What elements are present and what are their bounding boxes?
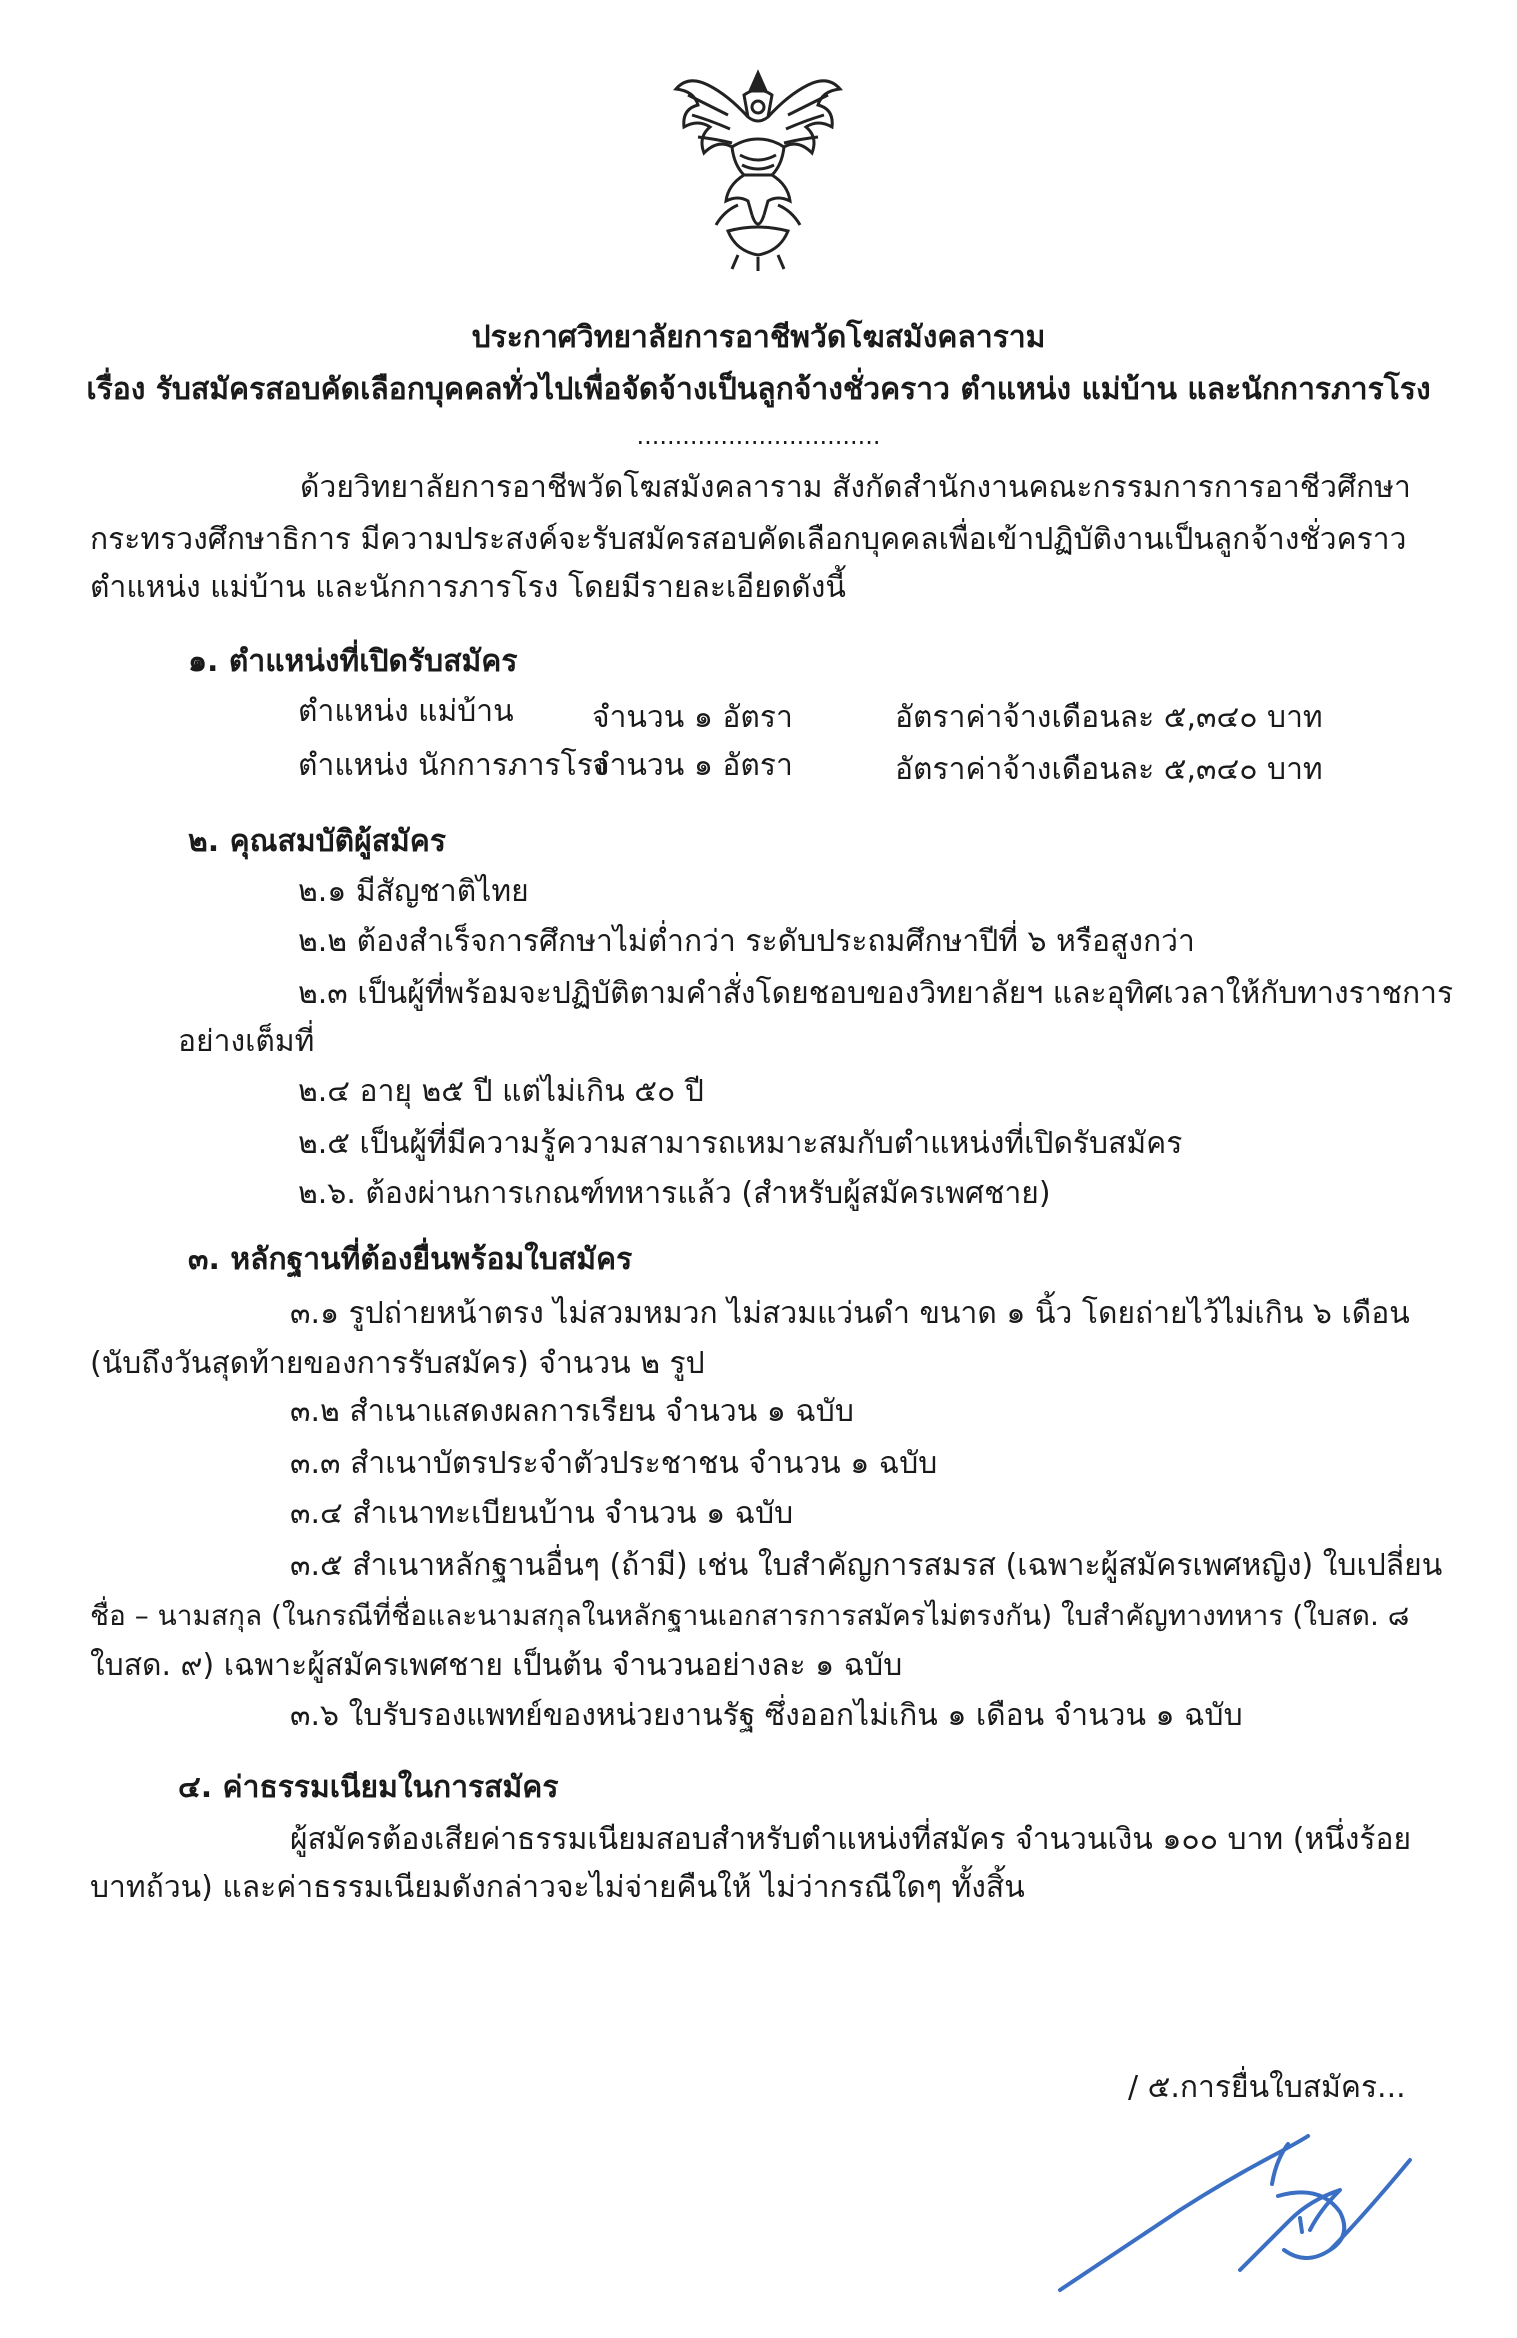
fee-line-1: ผู้สมัครต้องเสียค่าธรรมเนียมสอบสำหรับตำแหน่งที่สมัคร จำนวนเงิน ๑๐๐ บาท (หนึ่งร้อย bbox=[290, 1822, 1412, 1857]
qualification-item: ๒.๕ เป็นผู้ที่มีความรู้ความสามารถเหมาะสมกับตำแหน่งที่เปิดรับสมัคร bbox=[298, 1126, 1183, 1161]
section1-heading: ๑. ตำแหน่งที่เปิดรับสมัคร bbox=[188, 644, 518, 679]
document-item-continued: ชื่อ – นามสกุล (ในกรณีที่ชื่อและนามสกุลในหลักฐานเอกสารการสมัครไม่ตรงกัน) ใบสำคัญทางทหาร (ใบสด. ๘ bbox=[90, 1599, 1410, 1632]
document-item-continued: (นับถึงวันสุดท้ายของการรับสมัคร) จำนวน ๒ รูป bbox=[90, 1346, 705, 1381]
document-item: ๓.๓ สำเนาบัตรประจำตัวประชาชน จำนวน ๑ ฉบับ bbox=[290, 1446, 938, 1481]
position-count: จำนวน ๑ อัตรา bbox=[592, 748, 793, 783]
qualification-item: ๒.๒ ต้องสำเร็จการศึกษาไม่ต่ำกว่า ระดับประถมศึกษาปีที่ ๖ หรือสูงกว่า bbox=[298, 924, 1195, 959]
header-divider: ................................ bbox=[636, 422, 881, 450]
section3-heading: ๓. หลักฐานที่ต้องยื่นพร้อมใบสมัคร bbox=[188, 1242, 633, 1277]
position-count: จำนวน ๑ อัตรา bbox=[592, 700, 793, 735]
document-item: ๓.๒ สำเนาแสดงผลการเรียน จำนวน ๑ ฉบับ bbox=[290, 1394, 854, 1429]
qualification-item: ๒.๑ มีสัญชาติไทย bbox=[298, 874, 529, 909]
intro-line-3: ตำแหน่ง แม่บ้าน และนักการภารโรง โดยมีรายละเอียดดังนี้ bbox=[90, 570, 846, 605]
qualification-item: ๒.๖. ต้องผ่านการเกณฑ์ทหารแล้ว (สำหรับผู้สมัครเพศชาย) bbox=[298, 1176, 1051, 1211]
position-wage: อัตราค่าจ้างเดือนละ ๕,๓๔๐ บาท bbox=[895, 700, 1323, 735]
section4-heading: ๔. ค่าธรรมเนียมในการสมัคร bbox=[178, 1770, 559, 1805]
qualification-item: ๒.๓ เป็นผู้ที่พร้อมจะปฏิบัติตามคำสั่งโดยชอบของวิทยาลัยฯ และอุทิศเวลาให้กับทางราชการ bbox=[298, 976, 1454, 1011]
position-wage: อัตราค่าจ้างเดือนละ ๕,๓๔๐ บาท bbox=[895, 752, 1323, 787]
document-item: ๓.๕ สำเนาหลักฐานอื่นๆ (ถ้ามี) เช่น ใบสำคัญการสมรส (เฉพาะผู้สมัครเพศหญิง) ใบเปลี่ยน bbox=[290, 1548, 1443, 1583]
document-item: ๓.๑ รูปถ่ายหน้าตรง ไม่สวมหมวก ไม่สวมแว่นดำ ขนาด ๑ นิ้ว โดยถ่ายไว้ไม่เกิน ๖ เดือน bbox=[290, 1296, 1410, 1331]
garuda-emblem-icon bbox=[668, 55, 848, 275]
document-item: ๓.๔ สำเนาทะเบียนบ้าน จำนวน ๑ ฉบับ bbox=[290, 1496, 794, 1531]
announcement-title: ประกาศวิทยาลัยการอาชีพวัดโฆสมังคลาราม bbox=[471, 320, 1046, 355]
signature-icon bbox=[1040, 2100, 1420, 2300]
fee-line-2: บาทถ้วน) และค่าธรรมเนียมดังกล่าวจะไม่จ่ายคืนให้ ไม่ว่ากรณีใดๆ ทั้งสิ้น bbox=[90, 1870, 1025, 1905]
document-item-continued: ใบสด. ๙) เฉพาะผู้สมัครเพศชาย เป็นต้น จำนวนอย่างละ ๑ ฉบับ bbox=[90, 1648, 903, 1683]
announcement-subject: เรื่อง รับสมัครสอบคัดเลือกบุคคลทั่วไปเพื่อจัดจ้างเป็นลูกจ้างชั่วคราว ตำแหน่ง แม่บ้าน และนักการภารโรง bbox=[86, 372, 1431, 407]
qualification-item-continued: อย่างเต็มที่ bbox=[178, 1024, 315, 1059]
section2-heading: ๒. คุณสมบัติผู้สมัคร bbox=[188, 824, 446, 859]
position-title: ตำแหน่ง นักการภารโรง bbox=[298, 748, 608, 783]
document-item: ๓.๖ ใบรับรองแพทย์ของหน่วยงานรัฐ ซึ่งออกไม่เกิน ๑ เดือน จำนวน ๑ ฉบับ bbox=[290, 1698, 1243, 1733]
position-title: ตำแหน่ง แม่บ้าน bbox=[298, 694, 514, 729]
intro-line-2: กระทรวงศึกษาธิการ มีความประสงค์จะรับสมัครสอบคัดเลือกบุคคลเพื่อเข้าปฏิบัติงานเป็นลูกจ้างชั่วคราว bbox=[90, 522, 1407, 557]
continuation-note: / ๕.การยื่นใบสมัคร... bbox=[1128, 2070, 1406, 2105]
intro-line-1: ด้วยวิทยาลัยการอาชีพวัดโฆสมังคลาราม สังกัดสำนักงานคณะกรรมการการอาชีวศึกษา bbox=[300, 470, 1411, 505]
qualification-item: ๒.๔ อายุ ๒๕ ปี แต่ไม่เกิน ๕๐ ปี bbox=[298, 1074, 704, 1109]
